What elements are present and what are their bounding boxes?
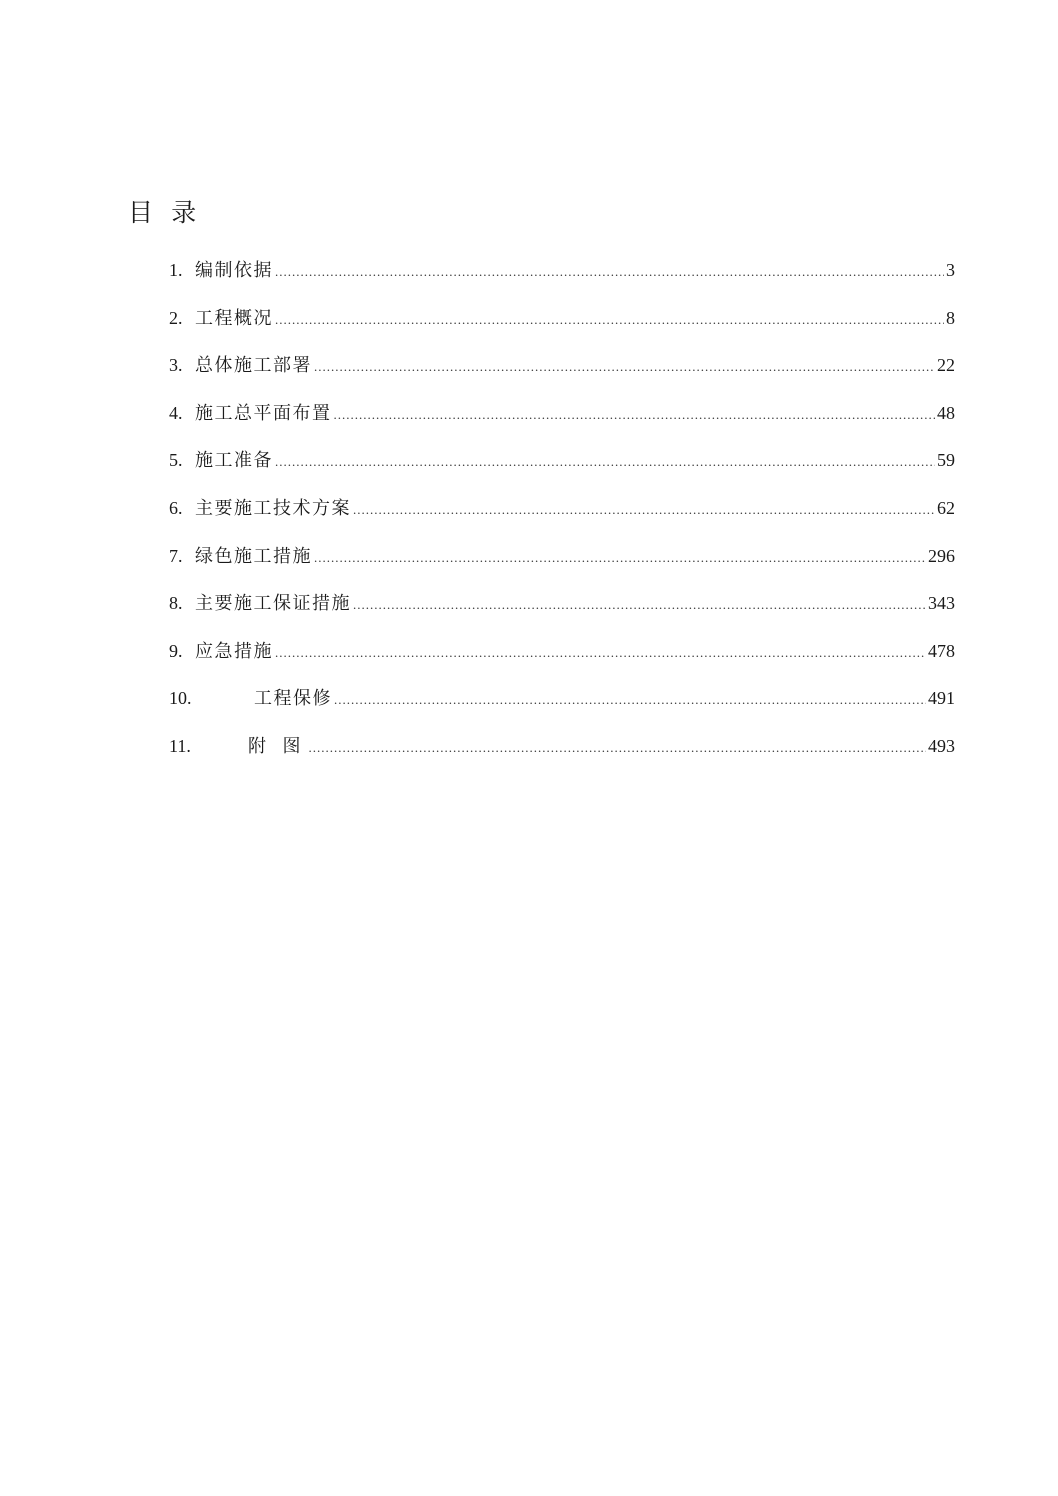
toc-dot-leader [275,258,944,286]
toc-entry-number: 3. [169,355,183,376]
toc-entry-title: 工程概况 [195,307,273,328]
toc-entry-number: 6. [169,497,183,518]
toc-entry-title: 主要施工保证措施 [195,593,351,614]
toc-entry-10[interactable] [169,684,955,732]
toc-dot-leader [353,496,935,524]
toc-entry-number: 7. [169,545,183,566]
toc-entry-1[interactable] [169,256,955,304]
toc-entry-4[interactable] [169,399,955,447]
toc-entry-page: 478 [928,640,955,661]
toc-entry-11[interactable] [169,732,955,780]
toc-entry-number: 4. [169,402,183,423]
toc-entry-title: 总体施工部署 [195,355,312,376]
toc-entry-page: 62 [937,497,955,518]
toc-entry-number: 9. [169,640,183,661]
toc-entry-number: 2. [169,307,183,328]
toc-title: 目 录 [128,200,203,227]
toc-entry-7[interactable] [169,542,955,590]
toc-dot-leader [309,734,927,762]
toc-entry-page: 296 [928,545,955,566]
toc-entry-6[interactable] [169,494,955,542]
toc-entry-title: 工程保修 [254,688,332,709]
toc-entry-page: 343 [928,593,955,614]
toc-entry-page: 8 [946,307,955,328]
toc-entry-title: 附 图 [248,735,307,756]
toc-entry-page: 22 [937,355,955,376]
toc-entry-page: 491 [928,688,955,709]
toc-entry-3[interactable] [169,351,955,399]
toc-entry-page: 3 [946,260,955,280]
toc-entry-title: 施工总平面布置 [195,402,332,423]
toc-dot-leader [275,306,944,334]
toc-dot-leader [353,591,926,619]
toc-dot-leader [334,686,926,714]
toc-entry-number: 8. [169,593,183,614]
toc-entry-number: 11. [169,735,191,756]
toc-entry-title: 编制依据 [195,260,273,280]
toc-entry-number: 1. [169,260,183,280]
toc-entry-8[interactable] [169,589,955,637]
toc-dot-leader [314,544,926,572]
toc-dot-leader [314,353,935,381]
toc-dot-leader [275,639,926,667]
toc-dot-leader [275,448,935,476]
toc-list [169,256,955,780]
toc-entry-number: 5. [169,450,183,471]
toc-entry-2[interactable] [169,304,955,352]
toc-entry-9[interactable] [169,637,955,685]
toc-entry-title: 施工准备 [195,450,273,471]
toc-entry-title: 绿色施工措施 [195,545,312,566]
toc-entry-page: 59 [937,450,955,471]
toc-entry-number: 10. [169,688,192,709]
toc-entry-page: 48 [937,402,955,423]
toc-entry-page: 493 [928,735,955,756]
toc-entry-title: 应急措施 [195,640,273,661]
toc-entry-5[interactable] [169,446,955,494]
toc-entry-title: 主要施工技术方案 [195,497,351,518]
toc-dot-leader [334,401,936,429]
